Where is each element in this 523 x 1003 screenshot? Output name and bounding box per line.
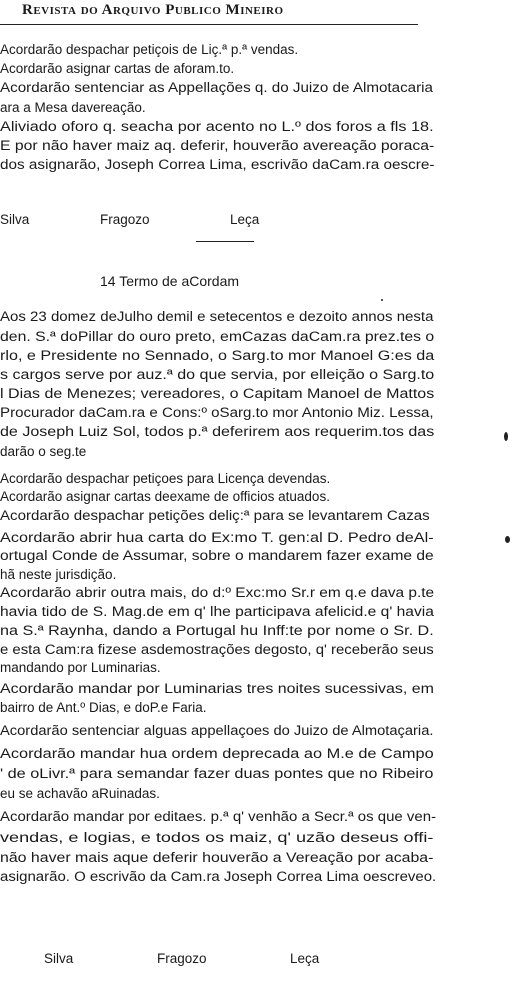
text-line: Acordarão abrir hua carta do Ex:mo T. gen:al D. Pedro deAl- (0, 530, 434, 545)
text-line: Acordarão despachar petiçoes para Licença devendas. (0, 471, 331, 486)
text-line: den. S.ª doPillar do ouro preto, emCazas daCam.ra prez.tes o (0, 329, 435, 344)
text-line: Aliviado oforo q. seacha por acento no L.º dos foros a fls 18. (0, 119, 434, 134)
text-line: l Dias de Menezes; vereadores, o Capitam Manoel de Mattos (0, 386, 435, 401)
text-line: Procurador daCam.ra e Cons:º oSarg.to mor Antonio Miz. Lessa, (0, 405, 434, 420)
text-line: e esta Cam:ra fizese asdemostrações degosto, q' receberão seus (0, 642, 434, 657)
text-line: de Joseph Luiz Sol, todos p.ª deferirem aos requerim.tos das (0, 424, 435, 439)
signature-leca-2: Leça (290, 951, 320, 966)
section-title: 14 Termo de aCordam (100, 273, 240, 289)
text-line: asignarão. O escrivão da Cam.ra Joseph Correa Lima oescreveo. (0, 869, 437, 884)
text-line: ara a Mesa davereação. (0, 100, 146, 115)
text-line: Acordarão mandar hua ordem deprecada ao M.e de Campo (0, 746, 434, 761)
text-line: rlo, e Presidente no Sennado, o Sarg.to mor Manoel G:es da (0, 348, 435, 363)
text-line: Aos 23 domez deJulho demil e setecentos e dezoito annos nesta (0, 309, 434, 324)
text-line: Acordarão sentenciar as Appellações q. do Juizo de Almotacaria (0, 80, 433, 95)
text-line: Acordarão asignar cartas deexame de officios atuados. (0, 489, 330, 504)
text-line: bairro de Ant.º Dias, e doP.e Faria. (0, 700, 207, 715)
section-divider (196, 241, 254, 242)
text-line: dos asignarão, Joseph Correa Lima, escrivão daCam.ra oescre- (0, 157, 435, 172)
signature-leca: Leça (230, 212, 260, 227)
text-line: Acordarão mandar por Luminarias tres noites sucessivas, em (0, 681, 434, 696)
margin-ink-speck (505, 536, 510, 543)
text-line: Acordarão despachar petições deliç:ª para se levantarem Cazas (0, 508, 430, 523)
text-line: eu se achavão aRuinadas. (0, 786, 160, 801)
text-line: ortugal Conde de Assumar, sobre o mandarem fazer exame de (0, 548, 434, 563)
text-line: ' de oLivr.ª para semandar fazer duas pontes que no Ribeiro (0, 766, 434, 781)
text-line: hã neste jurisdição. (0, 567, 117, 582)
signature-fragozo-2: Fragozo (157, 951, 207, 966)
header-rule (0, 24, 418, 25)
text-line: Acordarão asignar cartas de aforam.to. (0, 61, 235, 76)
text-line: não haver mais aque deferir houverão a Vereação por acaba- (0, 850, 434, 865)
text-line: s cargos serve por auz.ª do que servia, por elleição o Sarg.to (0, 367, 435, 382)
running-header: Revista do Arquivo Publico Mineiro (22, 2, 284, 18)
text-line: E por não haver maiz aq. deferir, houverão avereação poraca- (0, 138, 435, 153)
text-line: Acordarão sentenciar alguas appellaçoes do Juizo de Almotaçaria. (0, 723, 434, 738)
text-line: Acordarão despachar petiçois de Liç.ª p.ª vendas. (0, 42, 299, 57)
signature-fragozo: Fragozo (100, 212, 150, 227)
margin-ink-speck (381, 299, 383, 301)
text-line: havia tido de S. Mag.de em q' lhe participava afelicid.e q' havia (0, 604, 434, 619)
signature-silva-2: Silva (44, 951, 74, 966)
text-line: mandando por Luminarias. (0, 660, 161, 675)
signature-silva: Silva (0, 212, 30, 227)
text-line: darão o seg.te (0, 444, 87, 459)
text-line: Acordarão mandar por editaes. p.ª q' venhão a Secr.ª os que ven- (0, 809, 437, 824)
text-line: na S.ª Raynha, dando a Portugal hu Inff:te por nome o Sr. D. (0, 623, 434, 638)
text-line: vendas, e logias, e todos os maiz, q' uzão deseus offi- (0, 830, 434, 845)
margin-ink-speck (504, 432, 508, 441)
text-line: Acordarão abrir outra mais, do d:º Exc:mo Sr.r em q.e dava p.te (0, 585, 435, 600)
